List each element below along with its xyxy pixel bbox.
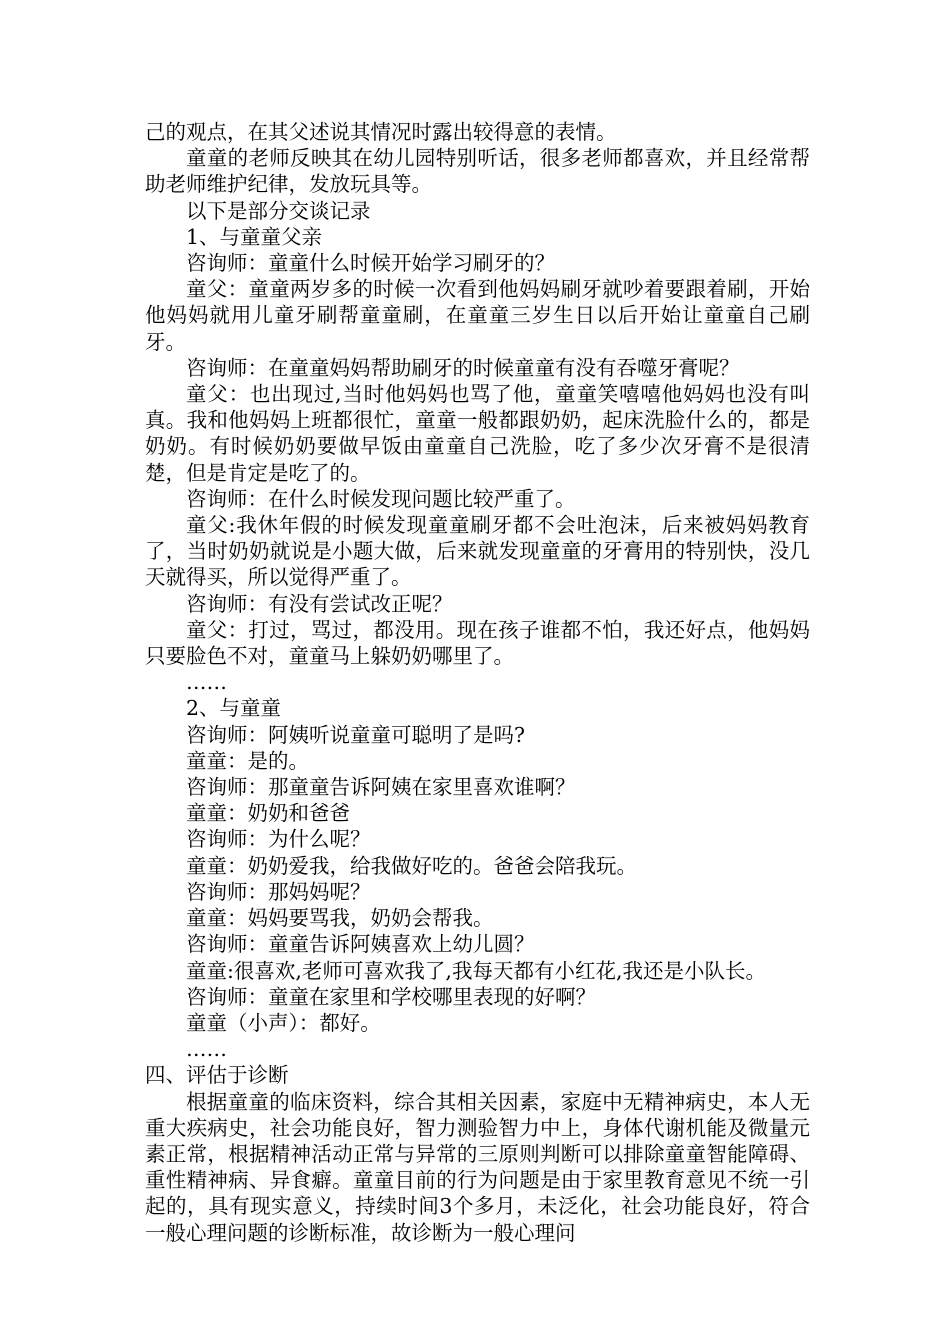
dialogue-line: 咨询师：为什么呢？ bbox=[186, 827, 371, 852]
paragraph: 童童的老师反映其在幼儿园特别听话，很多老师都喜欢，并且经常帮助老师维护纪律，发放玩具等。 bbox=[145, 146, 810, 197]
dialogue-line: 咨询师：那童童告诉阿姨在家里喜欢谁啊？ bbox=[186, 775, 576, 800]
section-heading: 1、与童童父亲 bbox=[186, 224, 323, 249]
ellipsis: …… bbox=[186, 670, 227, 695]
dialogue-line: 咨询师：在童童妈妈帮助刷牙的时候童童有没有吞噬牙膏呢？ bbox=[186, 355, 740, 380]
paragraph: 以下是部分交谈记录 bbox=[186, 198, 371, 223]
dialogue-line: 咨询师：那妈妈呢？ bbox=[186, 879, 371, 904]
dialogue-line: 童童：妈妈要骂我，奶奶会帮我。 bbox=[186, 906, 494, 931]
ellipsis: …… bbox=[186, 1037, 227, 1062]
dialogue-line: 童父：童童两岁多的时候一次看到他妈妈刷牙就吵着要跟着刷，开始他妈妈就用儿童牙刷帮童童刷，在童童三岁生日以后开始让童童自己刷牙。 bbox=[145, 277, 810, 354]
dialogue-line: 咨询师：阿姨听说童童可聪明了是吗? bbox=[186, 722, 525, 747]
dialogue-line: 童父:我休年假的时候发现童童刷牙都不会吐泡沫，后来被妈妈教育了，当时奶奶就说是小题大做，后来就发现童童的牙膏用的特别快，没几天就得买，所以觉得严重了。 bbox=[145, 513, 810, 590]
dialogue-line: 咨询师：童童在家里和学校哪里表现的好啊？ bbox=[186, 984, 596, 1009]
dialogue-line: 童父：也出现过,当时他妈妈也骂了他，童童笑嘻嘻他妈妈也没有叫真。我和他妈妈上班都很忙，童童一般都跟奶奶，起床洗脸什么的，都是奶奶。有时候奶奶要做早饭由童童自己洗脸，吃了多少次牙膏不是很清楚，但是肯定是吃了的。 bbox=[145, 382, 810, 485]
dialogue-line: 童童：奶奶爱我，给我做好吃的。爸爸会陪我玩。 bbox=[186, 853, 637, 878]
dialogue-line: 童童：奶奶和爸爸 bbox=[186, 801, 350, 826]
dialogue-line: 咨询师：童童告诉阿姨喜欢上幼儿圆？ bbox=[186, 932, 535, 957]
dialogue-line: 童童:很喜欢,老师可喜欢我了,我每天都有小红花,我还是小队长。 bbox=[186, 958, 766, 983]
dialogue-line: 童童：是的。 bbox=[186, 748, 309, 773]
dialogue-line: 咨询师：童童什么时候开始学习刷牙的？ bbox=[186, 251, 555, 276]
paragraph: 根据童童的临床资料，综合其相关因素，家庭中无精神病史，本人无重大疾病史，社会功能良好，智力测验智力中上，身体代谢机能及微量元素正常，根据精神活动正常与异常的三原则判断可以排除童童智能障碍、重性精神病、异食癖。童童目前的行为问题是由于家里教育意见不统一引起的，具有现实意义，持续时间3个多月，未泛化，社会功能良好，符合一般心理问题的诊断标准，故诊断为一般心理问 bbox=[145, 1089, 810, 1245]
paragraph: 己的观点，在其父述说其情况时露出较得意的表情。 bbox=[145, 120, 617, 144]
dialogue-line: 童父：打过，骂过，都没用。现在孩子谁都不怕，我还好点，他妈妈只要脸色不对，童童马上躲奶奶哪里了。 bbox=[145, 617, 810, 669]
dialogue-line: 咨询师：有没有尝试改正呢？ bbox=[186, 591, 453, 616]
section-heading: 2、与童童 bbox=[186, 696, 282, 721]
document-body bbox=[145, 119, 810, 1246]
section-heading: 四、评估于诊断 bbox=[145, 1063, 289, 1088]
dialogue-line: 咨询师：在什么时候发现问题比较严重了。 bbox=[186, 486, 576, 511]
dialogue-line: 童童（小声）：都好。 bbox=[186, 1010, 381, 1035]
